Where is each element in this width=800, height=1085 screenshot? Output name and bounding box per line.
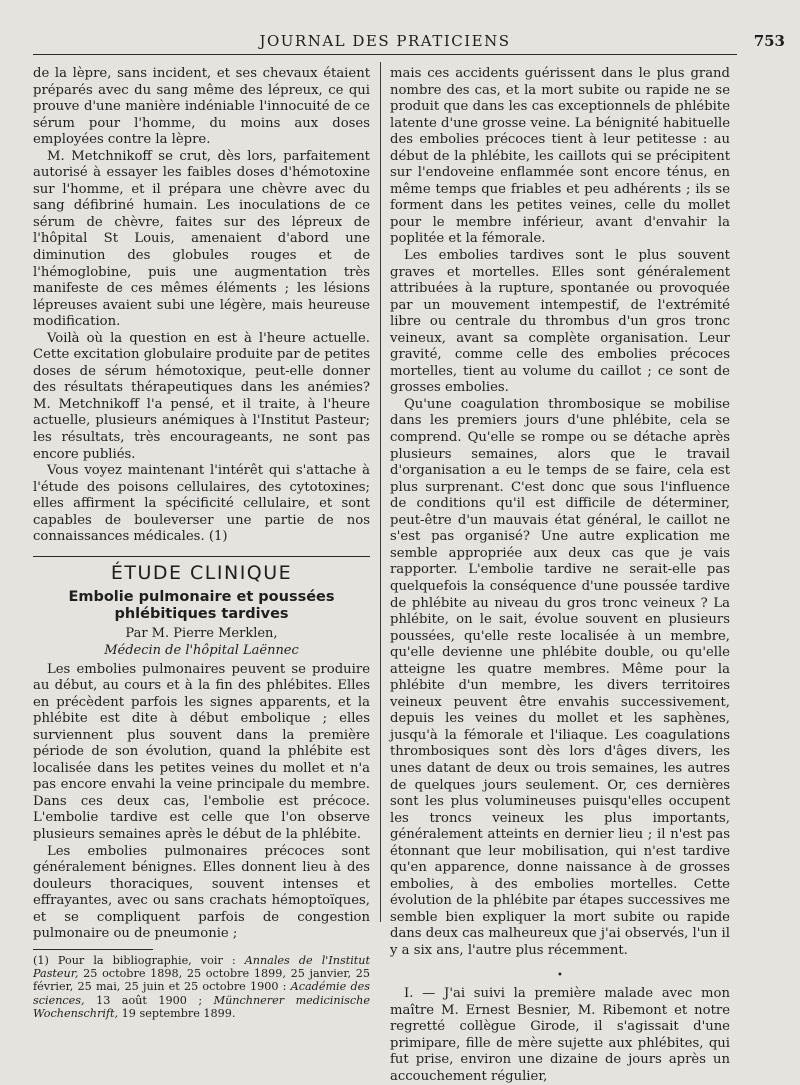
- section-rule: [33, 556, 370, 557]
- footnote-source: Münchnerer medicinische Wochenschrift,: [33, 993, 370, 1020]
- paragraph: Vous voyez maintenant l'intérêt qui s'attache à l'étude des poisons cellulaires, des cytotoxines; elles affirment la spécificité cellulaire, et sont capables de bouleverser une partie de nos connaissances médicales. (1): [33, 463, 370, 545]
- paragraph: Les embolies tardives sont le plus souvent graves et mortelles. Elles sont généralement attribuées à la rupture, spontanée ou provoquée par un mouvement intempestif, de l'extrémité libre ou centrale du thrombus d'un gros tronc veineux, avant sa complète organisation. Leur gravité, comme celle des embolies précoces mortelles, tient au volume du caillot ; ce sont de grosses embolies.: [390, 248, 730, 396]
- article-title: Embolie pulmonaire et poussées phlébitiques tardives: [68, 589, 335, 623]
- right-column: [390, 66, 730, 1085]
- page-number: 753: [753, 32, 785, 50]
- paragraph: de la lèpre, sans incident, et ses chevaux étaient préparés avec du sang même des lépreux, ce qui prouve d'une manière indéniable l'innocuité de ce sérum pour l'homme, du moins aux doses employées contre la lèpre.: [33, 66, 370, 148]
- paragraph: Qu'une coagulation thrombosique se mobilise dans les premiers jours d'une phlébite, cela se comprend. Qu'elle se rompe ou se détache après plusieurs semaines, alors que le travail d'organisation a eu le temps de se faire, cela est plus surprenant. C'est donc que sous l'influence de conditions qu'il est difficile de déterminer, peut-être d'un mauvais état général, le caillot ne s'est pas organisé? Une autre explication me semble appropriée aux deux cas que je vais rapporter. L'embolie tardive ne serait-elle pas quelquefois la conséquence d'une poussée tardive de phlébite au niveau du gros tronc veineux ? La phlébite, on le sait, évolue souvent en plusieurs poussées, qu'elle reste localisée à un membre, qu'elle devienne une phlébite double, ou qu'elle atteigne les quatre membres. Même pour la phlébite d'un membre, les divers territoires veineux peuvent être envahis successivement, depuis les veines du mollet et les saphènes, jusqu'à la fémorale et l'iliaque. Les coagulations thrombosiques sont dès lors d'âges divers, les unes datant de deux ou trois semaines, les autres de quelques jours seulement. Or, ces dernières sont les plus volumineuses puisqu'elles occupent les troncs veineux les plus importants, généralement atteints en dernier lieu ; il n'est pas étonnant que leur mobilisation, qui n'est tardive qu'en apparence, donne naissance à de grosses embolies, à des embolies mortelles. Cette évolution de la phlébite par étapes successives me semble bien expliquer la mort subite ou rapide dans deux cas malheureux que j'ai observés, l'un il y a six ans, l'autre plus récemment.: [390, 396, 730, 958]
- column-divider: [380, 62, 381, 922]
- author-affiliation: Médecin de l'hôpital Laënnec: [104, 642, 299, 658]
- footnote: [33, 954, 370, 1020]
- footnote-source: Académie des sciences,: [33, 980, 370, 1007]
- footnote-text: 25 octobre 1898, 25 octobre 1899, 25 janvier, 25 février, 25 mai, 25 juin et 25 octobre 1900 :: [33, 967, 370, 994]
- footnote-source: Annales de l'Institut Pasteur,: [33, 953, 370, 981]
- journal-title: JOURNAL DES PRATICIENS: [259, 32, 511, 50]
- paragraph: mais ces accidents guérissent dans le plus grand nombre des cas, et la mort subite ou rapide ne se produit que dans les cas exceptionnels de phlébite latente d'une grosse veine. La bénignité habituelle des embolies précoces tient à leur petitesse : au début de la phlébite, les caillots qui se précipitent sur l'endoveine enflammée sont encore ténus, en même temps que friables et peu adhérents ; ils se forment dans les petites veines, celle du mollet pour le membre inférieur, avant d'envahir la poplitée et la fémorale.: [390, 66, 730, 247]
- separator-bullet: •: [557, 969, 563, 981]
- left-column: [33, 66, 370, 1020]
- paragraph: Voilà où la question en est à l'heure actuelle. Cette excitation globulaire produite par de petites doses de sérum hémotoxique, peut-elle donner des résultats thérapeutiques dans les anémies? M. Metchnikoff l'a pensé, et il traite, à l'heure actuelle, plusieurs anémiques à l'Institut Pasteur; les résultats, très encourageants, ne sont pas encore publiés.: [33, 330, 370, 462]
- running-header: [33, 30, 785, 55]
- section-title: ÉTUDE CLINIQUE: [110, 561, 293, 584]
- footnote-text: (1) Pour la bibliographie, voir :: [33, 953, 245, 967]
- author-line: Par M. Pierre Merklen,: [125, 626, 278, 642]
- paragraph: Les embolies pulmonaires peuvent se produire au début, au cours et à la fin des phlébites. Elles en précèdent parfois les signes apparents, et la phlébite est dite à début embolique ; elles surviennent plus souvent dans la première période de son évolution, quand la phlébite est localisée dans les petites veines du mollet et n'a pas encore envahi la veine principale du membre. Dans ces deux cas, l'embolie est précoce. L'embolie tardive est celle que l'on observe plusieurs semaines après le début de la phlébite.: [33, 661, 370, 842]
- footnote-rule: [33, 949, 153, 950]
- paragraph: I. — J'ai suivi la première malade avec mon maître M. Ernest Besnier, M. Ribemont et notre regretté collègue Girode, il s'agissait d'une primipare, fille de mère sujette aux phlébites, qui fut prise, environ une dizaine de jours après un accouchement régulier,: [390, 986, 730, 1084]
- paragraph: Les embolies pulmonaires précoces sont généralement bénignes. Elles donnent lieu à des douleurs thoraciques, souvent intenses et effrayantes, avec ou sans crachats hémoptoïques, et se compliquent parfois de congestion pulmonaire ou de pneumonie ;: [33, 843, 370, 942]
- footnote-text: 13 août 1900 ;: [84, 993, 214, 1007]
- paragraph: M. Metchnikoff se crut, dès lors, parfaitement autorisé à essayer les faibles doses d'hémotoxine sur l'homme, et il prépara une chèvre avec du sang défibriné humain. Les inoculations de ce sérum de chèvre, faites sur des lépreux de l'hôpital St Louis, amenaient d'abord une diminution des globules rouges et de l'hémoglobine, puis une augmentation très manifeste de ces mêmes éléments ; les lésions lépreuses avaient subi une légère, mais heureuse modification.: [33, 148, 370, 330]
- footnote-text: 19 septembre 1899.: [118, 1006, 236, 1020]
